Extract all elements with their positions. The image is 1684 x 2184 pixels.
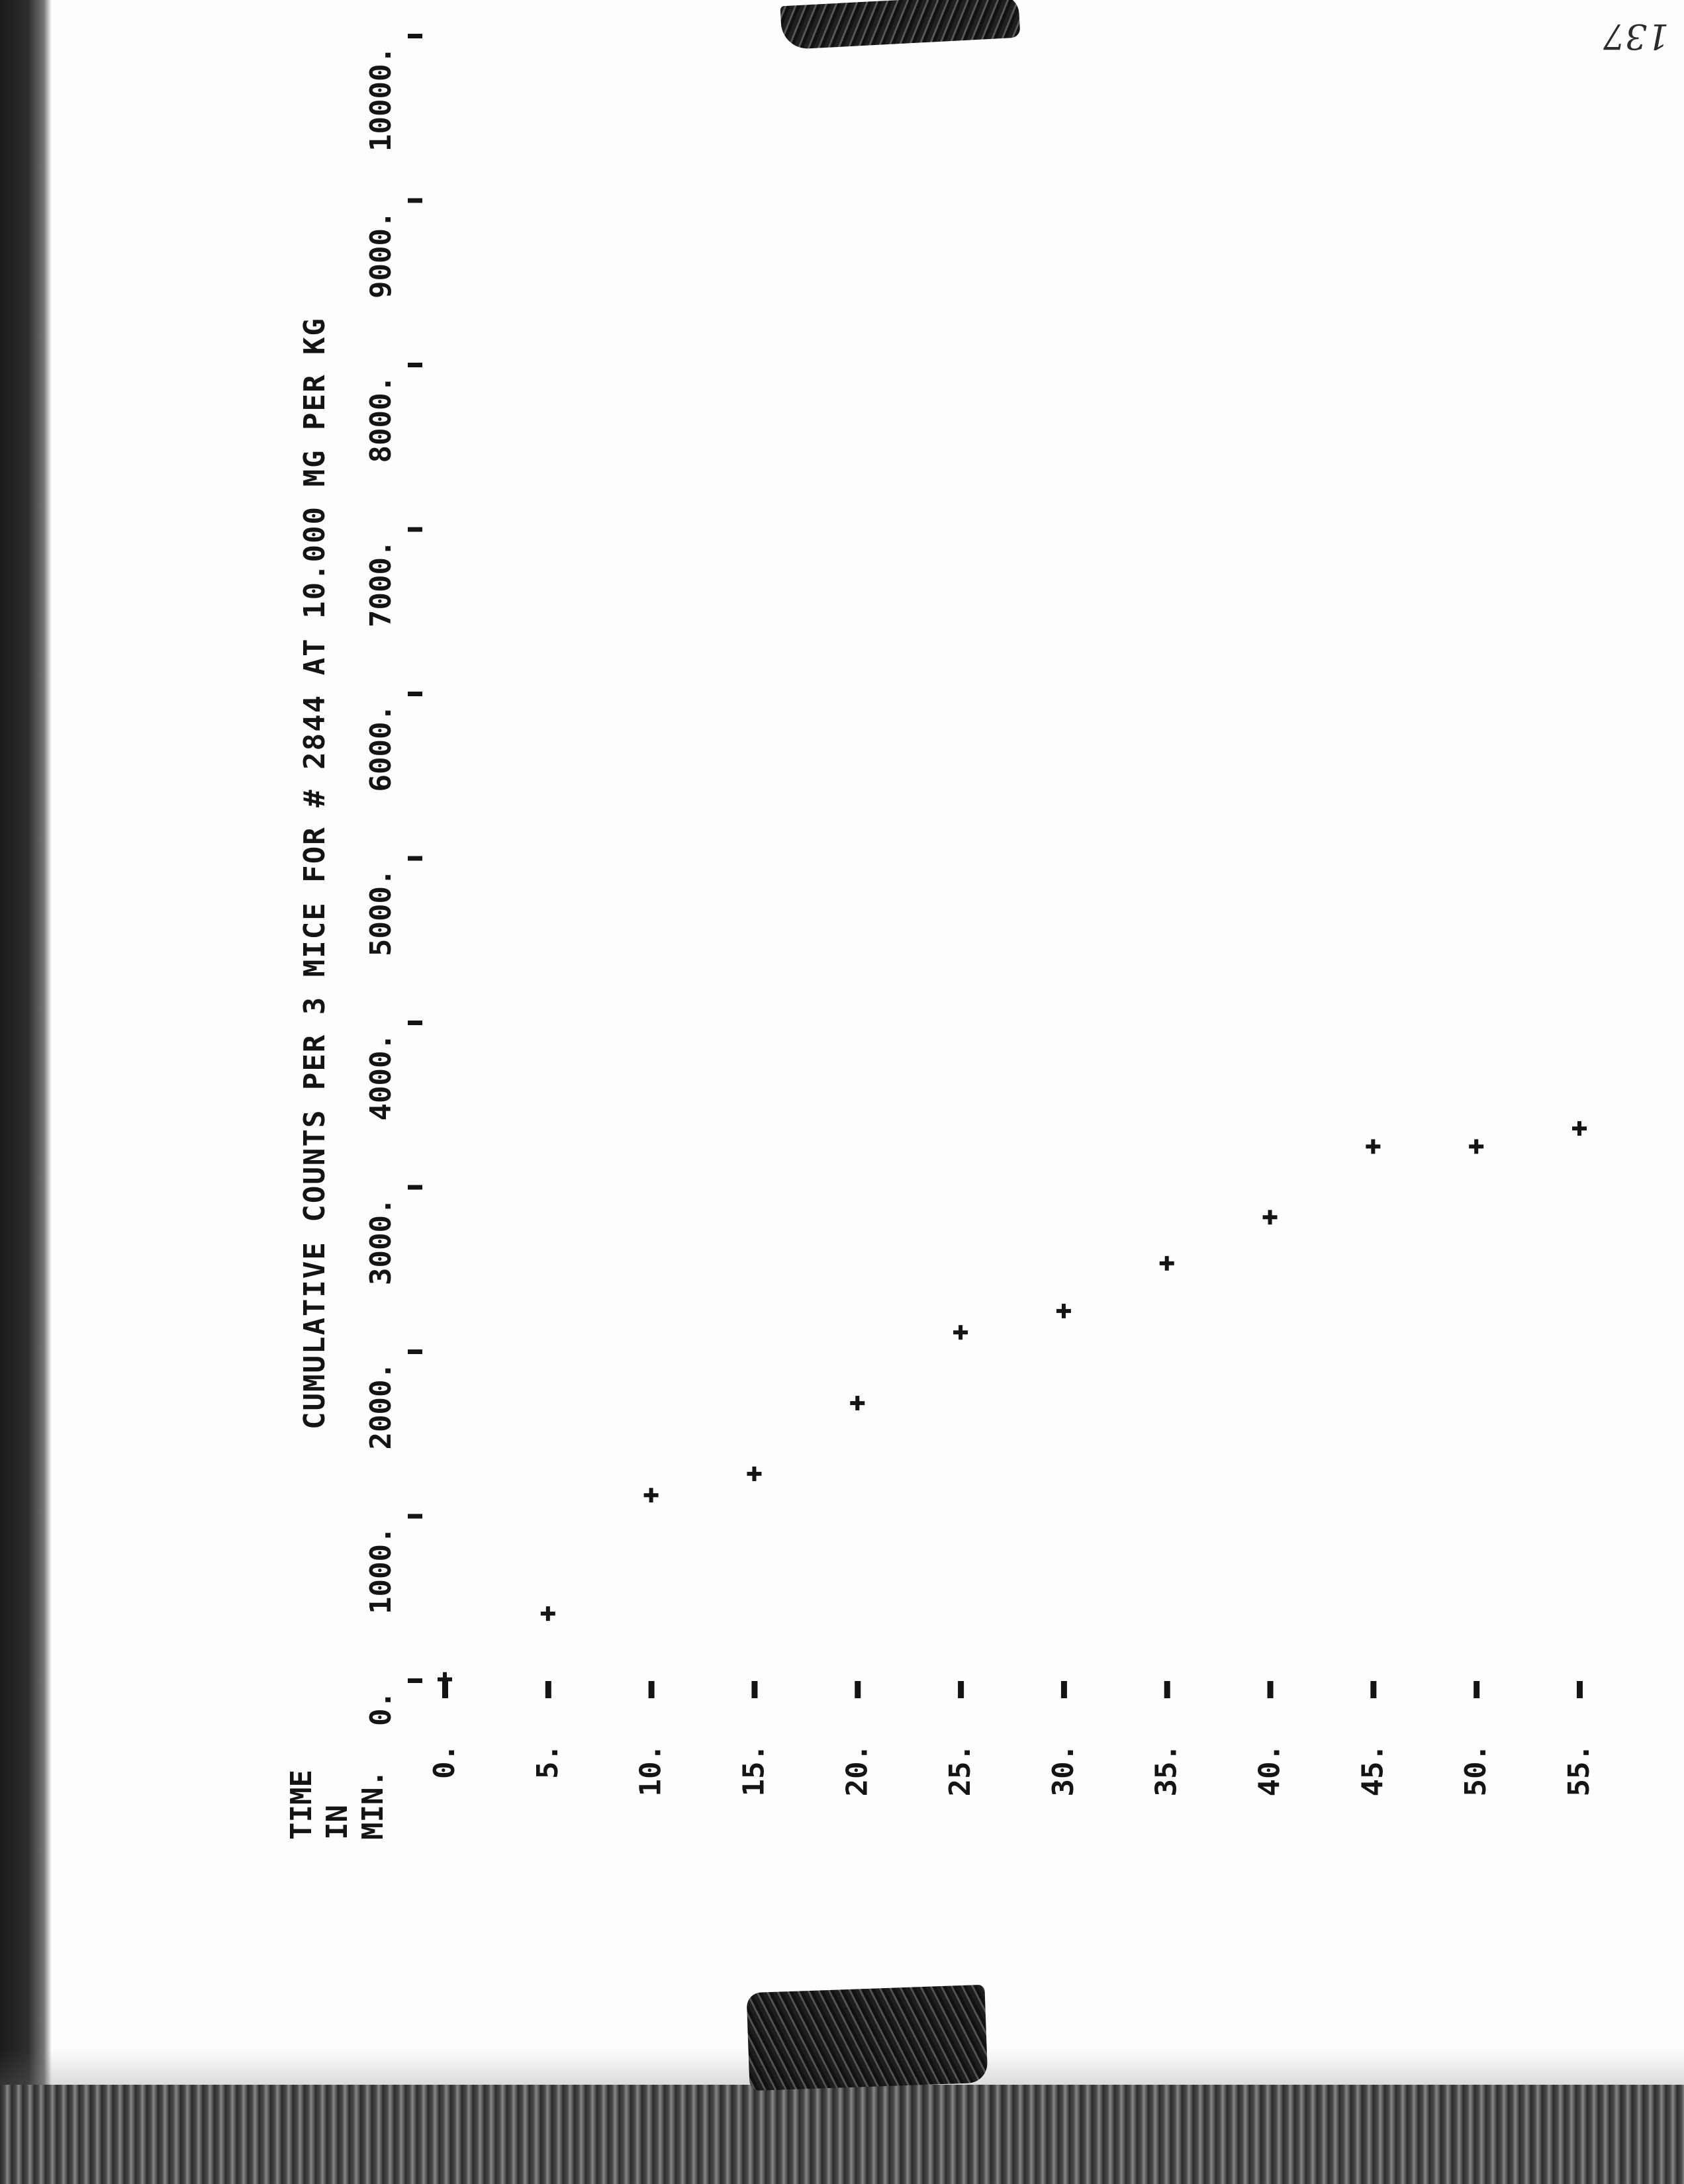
count-tick-label: 4000. (364, 1033, 398, 1121)
time-tick-mark (1577, 1681, 1583, 1698)
data-points (438, 1121, 1587, 1686)
time-tick-label: 10. (633, 1744, 668, 1797)
time-tick-label: 45. (1356, 1744, 1390, 1797)
data-point (747, 1467, 761, 1481)
time-tick-mark (751, 1681, 757, 1698)
count-tick-mark (408, 527, 422, 532)
count-tick-mark (408, 1678, 422, 1683)
count-tick-label: 10000. (364, 46, 398, 152)
time-tick-mark (1370, 1681, 1376, 1698)
time-tick-label: 50. (1459, 1744, 1493, 1797)
time-tick-mark (545, 1681, 551, 1698)
data-point (1572, 1121, 1587, 1136)
data-point (1366, 1139, 1380, 1154)
time-axis-label-line: IN (320, 1805, 354, 1840)
count-tick-label: 0. (364, 1691, 398, 1726)
count-tick-label: 2000. (364, 1362, 398, 1450)
time-tick-mark (1061, 1681, 1067, 1698)
count-tick-mark (408, 856, 422, 861)
count-tick-mark (408, 1349, 422, 1354)
scan-shadow-bottom (0, 2085, 1684, 2184)
time-tick-label: 0. (428, 1744, 461, 1779)
count-tick-label: 6000. (364, 704, 398, 792)
count-axis-tick-labels (364, 46, 398, 1726)
time-tick-mark (1268, 1681, 1274, 1698)
count-tick-label: 1000. (364, 1526, 398, 1614)
handwritten-page-number: 137 (1603, 16, 1669, 56)
count-tick-label: 8000. (364, 375, 398, 463)
chart-title: CUMULATIVE COUNTS PER 3 MICE FOR # 2844 AT 10.000 MG PER KG (298, 317, 332, 1430)
time-axis-tick-labels (428, 1744, 1596, 1796)
data-point (1160, 1256, 1174, 1271)
data-point (850, 1396, 865, 1410)
count-tick-label: 9000. (364, 210, 398, 298)
count-tick-mark (408, 1021, 422, 1025)
time-tick-mark (1164, 1681, 1170, 1698)
time-tick-label: 5. (530, 1744, 565, 1779)
data-point (438, 1672, 452, 1687)
time-axis-label-line: MIN. (356, 1770, 390, 1840)
time-tick-label: 40. (1252, 1744, 1287, 1797)
time-tick-mark (855, 1681, 861, 1698)
data-point (953, 1325, 968, 1340)
time-tick-label: 55. (1562, 1744, 1596, 1797)
data-point (541, 1606, 555, 1621)
count-tick-mark (408, 363, 422, 367)
count-tick-mark (408, 692, 422, 696)
time-axis-label-line: TIME (285, 1770, 318, 1840)
time-tick-label: 25. (943, 1744, 978, 1797)
time-tick-mark (1474, 1681, 1479, 1698)
count-tick-mark (408, 1514, 422, 1519)
time-tick-label: 20. (840, 1744, 874, 1797)
tape-bottom (747, 1985, 988, 2091)
count-tick-mark (408, 1185, 422, 1190)
time-tick-label: 15. (737, 1744, 771, 1797)
count-tick-mark (408, 34, 422, 38)
count-tick-label: 7000. (364, 539, 398, 627)
count-tick-label: 5000. (364, 868, 398, 956)
time-tick-mark (649, 1681, 655, 1698)
time-tick-label: 35. (1149, 1744, 1184, 1797)
data-point (1263, 1210, 1278, 1224)
time-tick-label: 30. (1046, 1744, 1080, 1797)
count-tick-label: 3000. (364, 1197, 398, 1285)
count-tick-mark (408, 199, 422, 203)
time-axis-label (285, 1770, 390, 1840)
count-axis-tick-marks (408, 34, 422, 1683)
data-point (1056, 1304, 1071, 1318)
time-axis-tick-marks (442, 1681, 1583, 1698)
data-point (644, 1488, 659, 1502)
data-point (1469, 1139, 1483, 1154)
time-tick-mark (958, 1681, 964, 1698)
